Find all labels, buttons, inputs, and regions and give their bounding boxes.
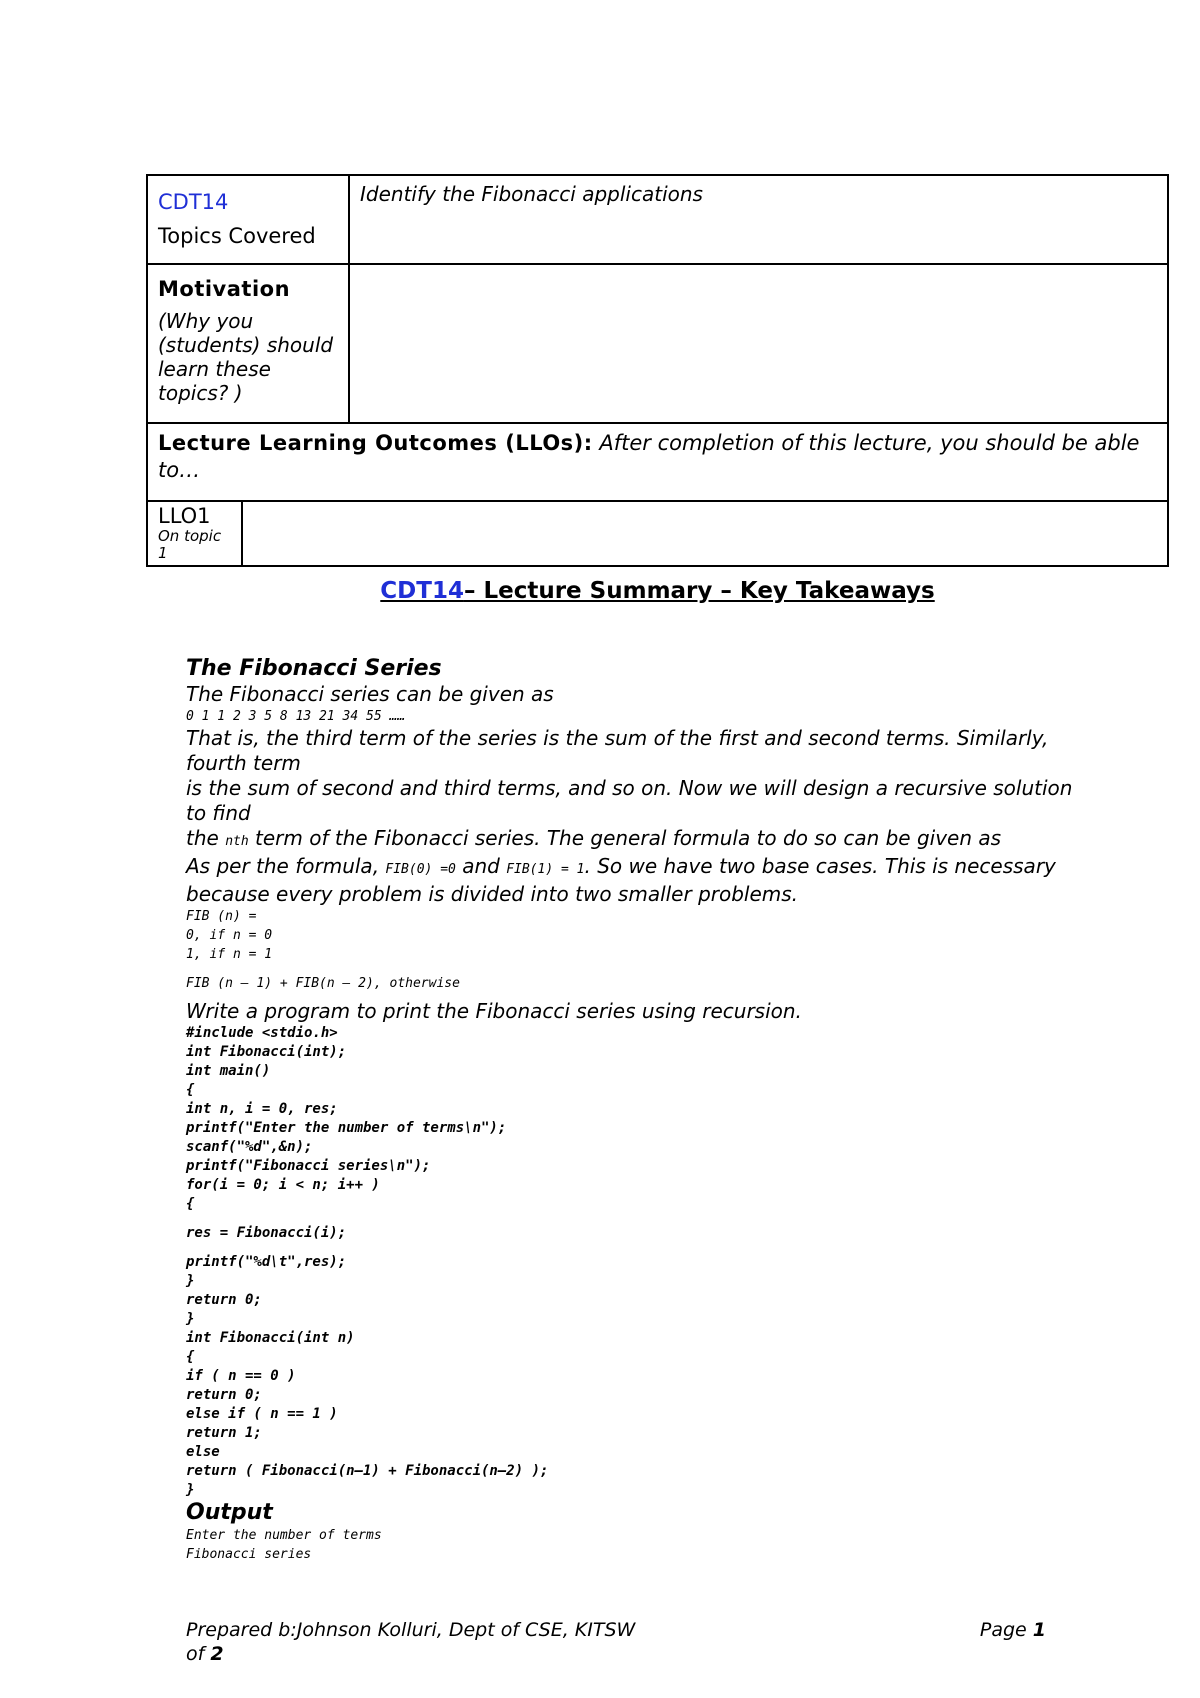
formula-line: 0, if n = 0 [186,928,273,943]
summary-title [146,578,1169,604]
code-line: scanf("%d",&n); [186,1139,313,1155]
llo-heading-italic: After completion of this lecture, you should be able to… [158,431,1140,482]
of-label: of [186,1643,211,1665]
paragraph: That is, the third term of the series is the sum of the first and second terms. Similarly, fourth term [186,726,1049,775]
code-line: int Fibonacci(int n) [186,1330,355,1346]
text-run: term of the Fibonacci series. The general formula to do so can be given as [248,826,1002,850]
output-line: Fibonacci series [186,1547,312,1562]
inline-code: nth [225,834,249,849]
topics-value-cell [349,175,1168,264]
prepared-by: Prepared b:Johnson Kolluri, Dept of CSE, KITSW [186,1619,636,1641]
output-heading: Output [186,1500,273,1525]
lecture-content [186,656,1086,1564]
code-line: res = Fibonacci(i); [186,1225,347,1241]
total-pages: 2 [210,1643,224,1665]
text-run: As per the formula, [186,854,386,878]
topics-label-cell [147,175,349,264]
course-code: CDT14 [158,190,229,214]
code-line: for(i = 0; i < n; i++ ) [186,1177,380,1193]
code-line: int n, i = 0, res; [186,1101,338,1117]
code-line: if ( n == 0 ) [186,1368,296,1384]
code-line: return 0; [186,1292,262,1308]
text-run: . So we have two base cases. This is necessary [584,854,1056,878]
inline-code: FIB(0) =0 [385,862,456,877]
code-line: #include <stdio.h> [186,1025,338,1041]
llo1-label-cell [147,501,242,566]
code-line: printf("Enter the number of terms\n"); [186,1120,507,1136]
page-number [980,1618,1046,1642]
formula-line: 1, if n = 1 [186,947,273,962]
code-line: { [186,1082,195,1098]
formula-line: FIB (n – 1) + FIB(n – 2), otherwise [186,976,460,991]
page-label: Page [979,1619,1033,1641]
formula-line: FIB (n) = [186,909,257,924]
code-line: } [186,1273,195,1289]
page-footer [186,1618,1046,1666]
llo-heading-bold: Lecture Learning Outcomes (LLOs): [158,431,593,455]
motivation-row [147,264,1168,423]
code-line: printf("Fibonacci series\n"); [186,1158,431,1174]
paragraph [186,854,1086,882]
motivation-value-cell [349,264,1168,423]
code-line: { [186,1349,195,1365]
current-page: 1 [1032,1619,1046,1641]
text-run: the [186,826,226,850]
llo1-value-cell [242,501,1168,566]
summary-course-code: CDT14 [380,578,464,604]
code-line: printf("%d\t",res); [186,1254,347,1270]
llo-heading-row [147,423,1168,501]
code-line: { [186,1196,195,1212]
llo-heading-cell [147,423,1168,501]
topics-row [147,175,1168,264]
lecture-info-table [146,174,1169,567]
code-line: int Fibonacci(int); [186,1044,347,1060]
code-line: int main() [186,1063,271,1079]
paragraph: is the sum of second and third terms, and so on. Now we will design a recursive solution to find [186,776,1073,825]
code-block [186,1024,1086,1500]
output-line: Enter the number of terms [186,1528,382,1543]
topics-label: Topics Covered [158,224,316,248]
code-line: return 1; [186,1425,262,1441]
code-line: return ( Fibonacci(n–1) + Fibonacci(n–2) ); [186,1463,549,1479]
program-intro: Write a program to print the Fibonacci series using recursion. [186,999,802,1023]
llo1-row [147,501,1168,566]
llo1-label: LLO1 [158,504,211,528]
paragraph-intro: The Fibonacci series can be given as [186,682,554,706]
section-heading: The Fibonacci Series [186,656,442,681]
page-of [186,1642,1046,1666]
motivation-title: Motivation [158,277,291,301]
code-line: else [186,1444,220,1460]
fibonacci-series: 0 1 1 2 3 5 8 13 21 34 55 …… [186,709,406,724]
motivation-subtitle: (Why you (students) should learn these topics? ) [158,309,334,405]
inline-code: FIB(1) = 1 [506,862,585,877]
code-line: } [186,1482,195,1498]
text-run: and [455,854,507,878]
code-line: else if ( n == 1 ) [186,1406,338,1422]
code-line: } [186,1311,195,1327]
code-line: return 0; [186,1387,262,1403]
paragraph: because every problem is divided into two smaller problems. [186,882,799,906]
motivation-label-cell [147,264,349,423]
topics-text: Identify the Fibonacci applications [360,182,703,206]
llo1-subtitle: On topic 1 [158,527,222,562]
paragraph [186,826,1086,854]
summary-title-text: – Lecture Summary – Key Takeaways [463,578,935,604]
